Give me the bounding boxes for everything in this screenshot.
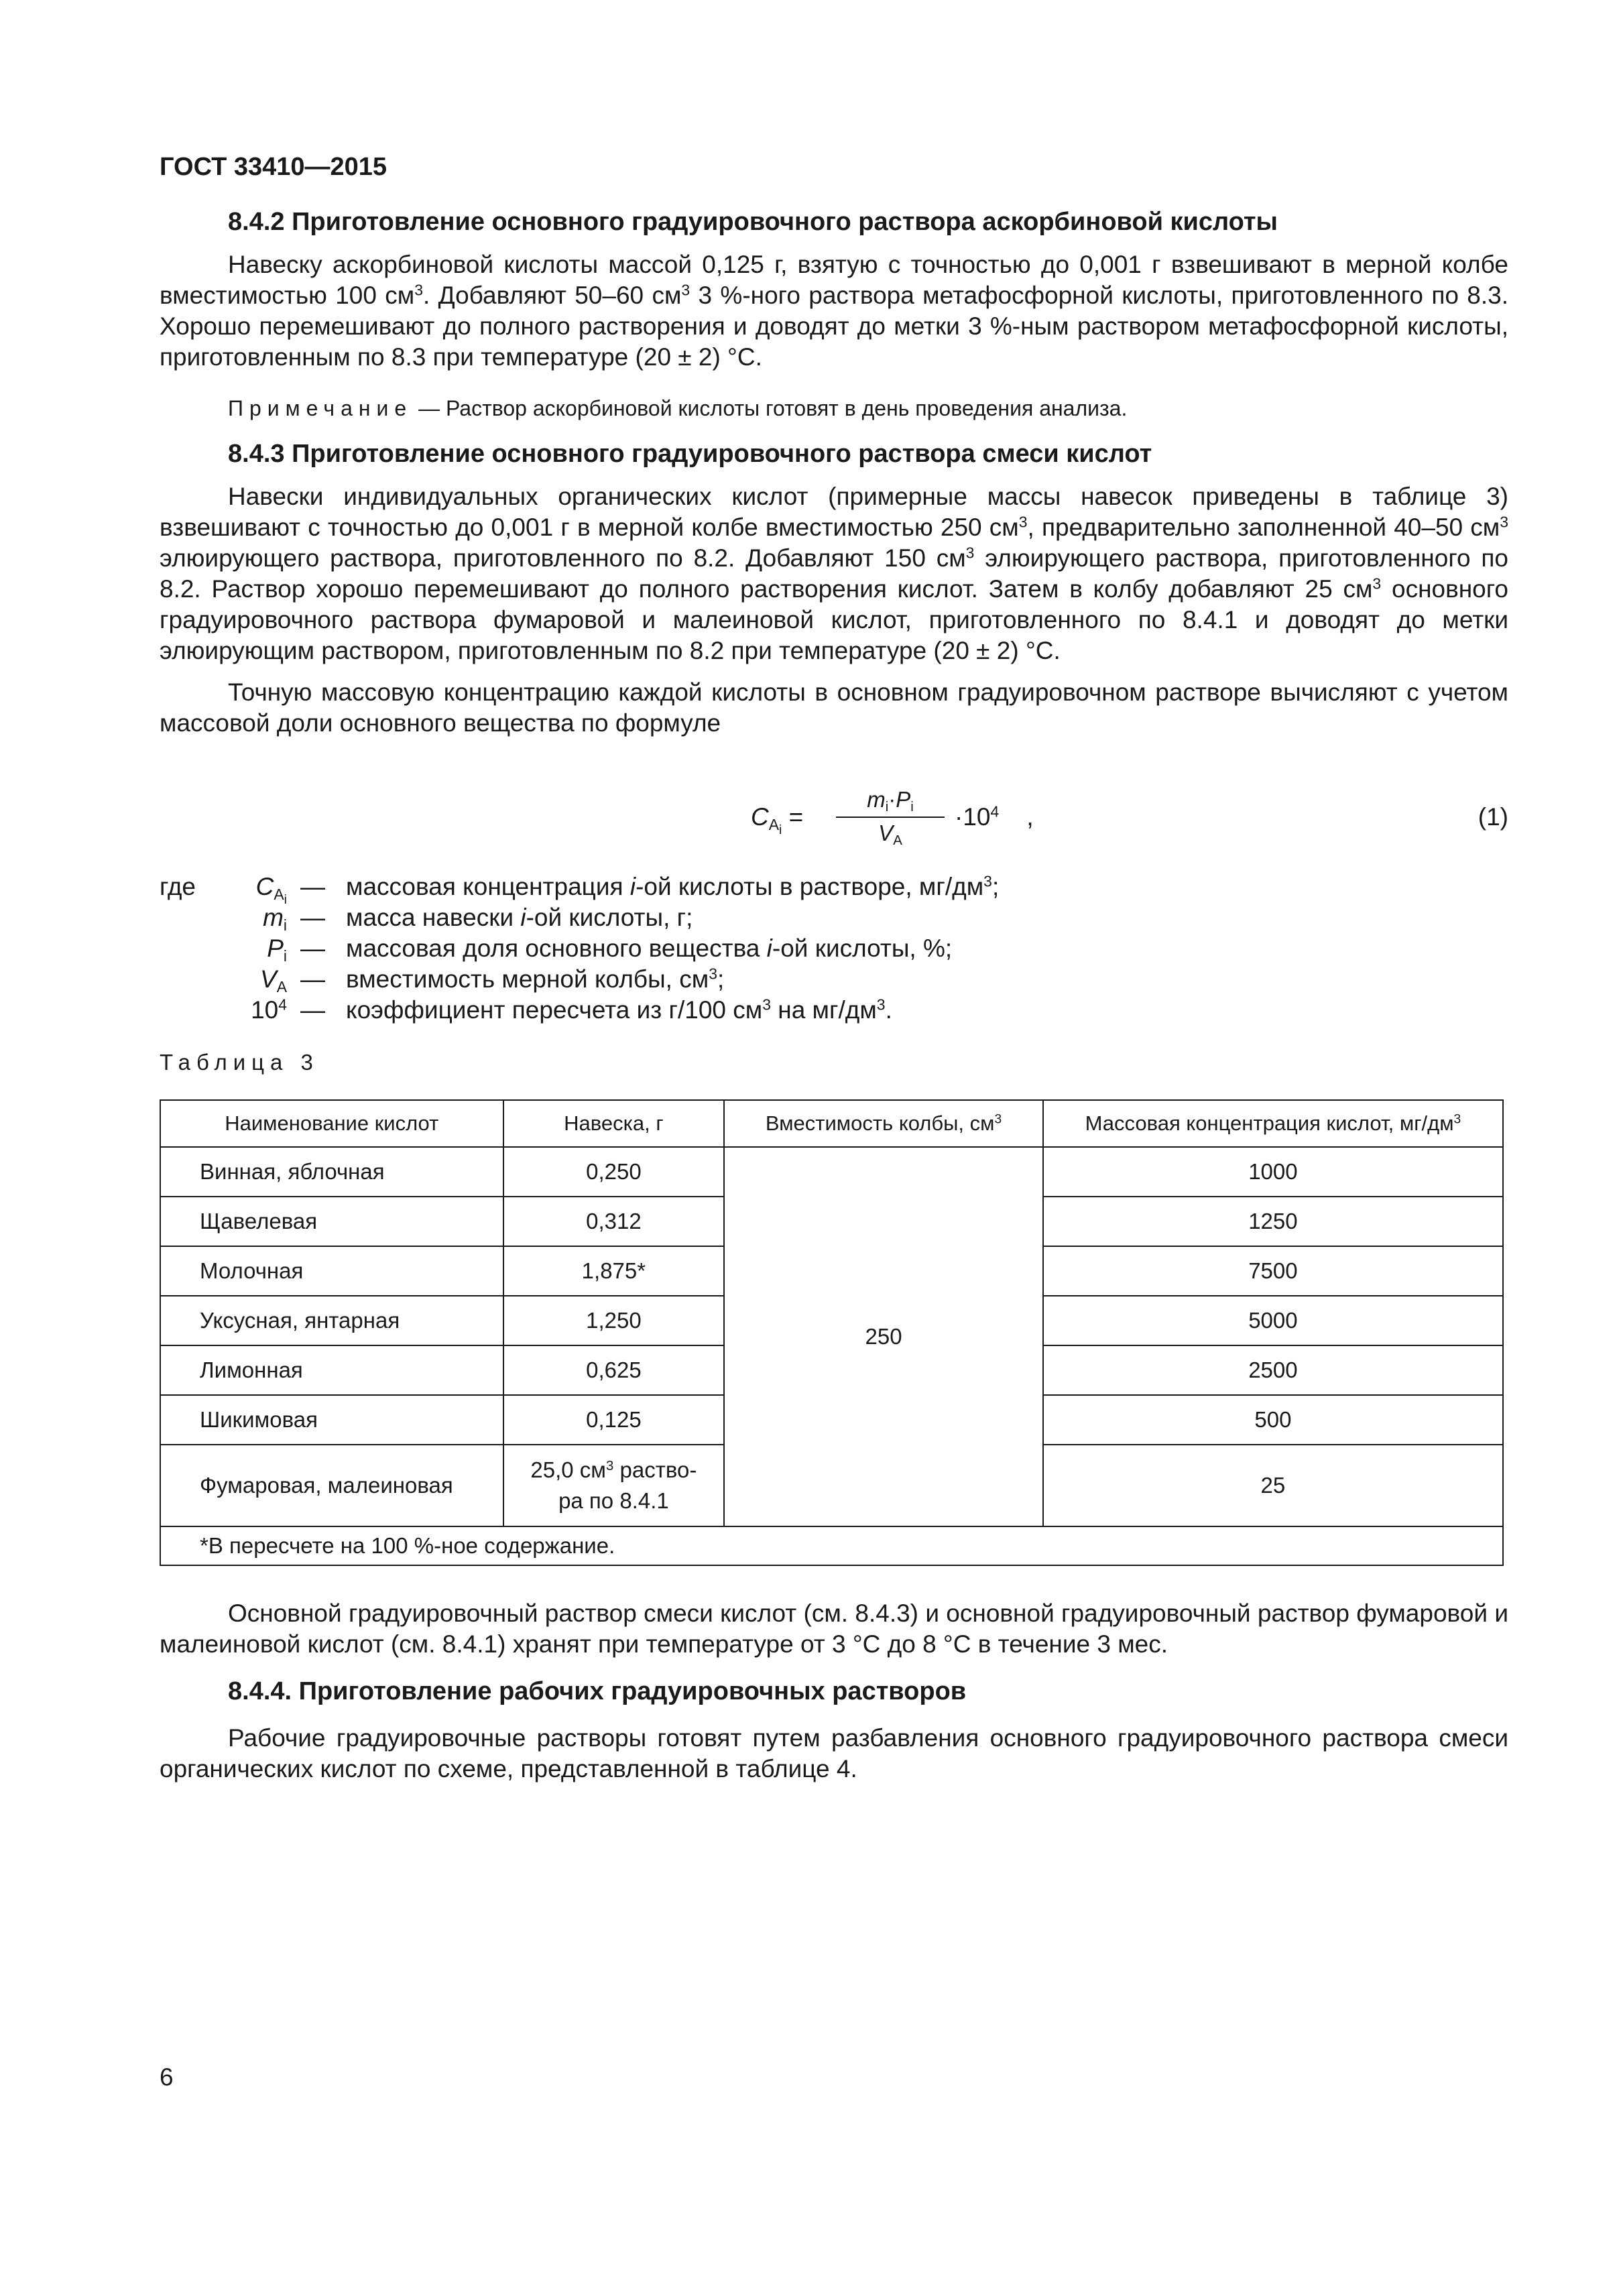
acid-concentration: 25 [1043, 1445, 1503, 1526]
flask-volume: 250 [724, 1147, 1043, 1526]
header-mass: Навеска, г [503, 1100, 725, 1147]
acid-name: Фумаровая, малеиновая [160, 1445, 503, 1526]
acid-mass: 0,250 [503, 1147, 725, 1197]
acid-mass: 0,125 [503, 1395, 725, 1445]
section-8-4-2-paragraph: Навеску аскорбиновой кислоты массой 0,125 г, взятую с точностью до 0,001 г взвешивают в мерной колбе вместимостью 100 $см^3$. Добавляют 50–60 $см^3$ 3 %-ного раствора метафосфорной кислоты, приготовленного по 8.3. Хорошо перемешивают до полного растворения и доводят до метки 3 %-ным раствором метафосфорной кислоты, приготовленным по 8.3 при температуре (20 ± 2) °С. [160, 251, 1509, 371]
section-8-4-4-title: 8.4.4. Приготовление рабочих градуировочных растворов [228, 1677, 967, 1705]
table-header-row [160, 1100, 1503, 1147]
formula-numerator: $m_i\cdot P_i$ [867, 787, 914, 815]
formula-number: (1) [1478, 803, 1508, 831]
section-8-4-3-paragraph: Навески индивидуальных органических кислот (примерные массы навесок приведены в таблице 3) взвешивают с точностью до 0,001 г в мерной колбе вместимостью 250 $см^3$, предварительно заполненной 40–50 $см^3$ элюирующего раствора, приготовленного по 8.2. Добавляют 150 $см^3$ элюирующего раствора, приготовленного по 8.2. Раствор хорошо перемешивают до полного растворения кислот. Затем в колбу добавляют 25 $см^3$ основного градуировочного раствора фумаровой и малеиновой кислот, приготовленного по 8.4.1 и доводят до метки элюирующим раствором, приготовленным по 8.2 при температуре (20 ± 2) °С. [160, 483, 1509, 664]
acid-mass: 1,250 [503, 1296, 725, 1345]
acid-mass: 25,0 $см^3$ раство- ра по 8.4.1 [503, 1445, 725, 1526]
acid-concentration: 1000 [1043, 1147, 1503, 1197]
acid-concentration: 1250 [1043, 1197, 1503, 1246]
header-volume: Вместимость колбы, $см^3$ [724, 1100, 1043, 1147]
table-row [160, 1147, 1503, 1197]
acid-name: Молочная [160, 1246, 503, 1296]
section-8-4-3-title: 8.4.3 Приготовление основного градуировочного раствора смеси кислот [228, 440, 1152, 468]
formula-lhs: $C_{A_i}$ = [751, 803, 804, 837]
note-8-4-2: Примечание — Раствор аскорбиновой кислоты готовят в день проведения анализа. [228, 396, 1128, 420]
section-8-4-4-paragraph: Рабочие градуировочные растворы готовят путем разбавления основного градуировочного раствора смеси органических кислот по схеме, представленной в таблице 4. [160, 1724, 1508, 1783]
section-8-4-2-title: 8.4.2 Приготовление основного градуировочного раствора аскорбиновой кислоты [228, 208, 1278, 236]
acid-name: Шикимовая [160, 1395, 503, 1445]
formula-fraction [827, 784, 954, 849]
document-page: ГОСТ 33410—2015 8.4.2 Приготовление основного градуировочного раствора аскорбиновой кислоты Навеску аскорбиновой кислоты массой 0,125 г, взятую с точностью до 0,001 г взвешивают в мерной колбе вместимостью 100 $см^3$. Добавляют 50–60 $см^3$ 3 %-ного раствора метафосфорной кислоты, приготовленного по 8.3. Хорошо перемешивают до полного растворения и доводят до метки 3 %-ным раствором метафосфорной кислоты, приготовленным по 8.3 при температуре (20 ± 2) °С. Примечание — Раствор аскорбиновой кислоты готовят в день проведения анализа. 8.4.3 Приготовление основного градуировочного раствора смеси кислот Навески индивидуальных органических кислот (примерные массы навесок приведены в таблице 3) взвешивают с точностью до 0,001 г в мерной колбе вместимостью 250 $см^3$, предварительно заполненной 40–50 $см^3$ элюирующего раствора, приготовленного по 8.2. Добавляют 150 $см^3$ элюирующего раствора, приготовленного по 8.2. Раствор хорошо перемешивают до полного растворения кислот. Затем в колбу добавляют 25 $см^3$ основного градуировочного раствора фумаровой и малеиновой кислот, приготовленного по 8.4.1 и доводят до метки элюирующим раствором, приготовленным по 8.2 при температуре (20 ± 2) °С. Точную массовую концентрацию каждой кислоты в основном градуировочном растворе вычисляют с учетом массовой доли основного вещества по формуле $C_{A_i}$ = $m_i\cdot P_i$ $V_A$ $\cdot 10^4$ , (1) где $C_{A_i}$ — массовая концентрация i-ой кислоты в растворе, $мг/дм^3$; $m_i$ — масса навески i-ой кислоты, г; $P_i$ — массовая доля основного вещества i-ой кислоты, %; $V_A$ — вместимость мерной колбы, $см^3$; $10^4$ — коэффициент пересчета из г/100 $см^3$ на $мг/дм^3$. Таблица 3 Наименование кислот Навеска, г Вместимость колбы, $см^3$ Массовая концентрация кислот, $мг/дм^3$ Винная, яблочная 0,250 250 1000 Щавелевая 0,312 1250 Молочная 1,875* 7500 Уксусная, янтарная 1,250 5000 Лимонная 0,625 2500 Шикимовая 0,125 500 Фумаровая, малеиновая 25,0 $см^3$ раство- ра по 8.4.1 25 *В пересчете на 100 %-ное содержание. Основной градуировочный раствор смеси кислот (см. 8.4.3) и основной градуировочный раствор фумаровой и малеиновой кислот (см. 8.4.1) хранят при температуре от 3 °С до 8 °С в течение 3 мес. 8.4.4. Приготовление рабочих градуировочных растворов Рабочие градуировочные растворы готовят путем разбавления основного градуировочного раствора смеси органических кислот по схеме, представленной в таблице 4. 6 [0, 0, 1623, 2296]
acid-name: Уксусная, янтарная [160, 1296, 503, 1345]
acid-mass: 0,312 [503, 1197, 725, 1246]
section-8-4-3-paragraph-2: Точную массовую концентрацию каждой кислоты в основном градуировочном растворе вычисляют с учетом массовой доли основного вещества по формуле [160, 678, 1508, 737]
acid-concentration: 2500 [1043, 1345, 1503, 1395]
acid-concentration: 7500 [1043, 1246, 1503, 1296]
formula-multiplier: $\cdot 10^4$ , [955, 802, 1034, 831]
acid-mass: 1,875* [503, 1246, 725, 1296]
table-3 [160, 1099, 1504, 1566]
formula-denominator: $V_A$ [878, 821, 902, 849]
acid-name: Щавелевая [160, 1197, 503, 1246]
acid-concentration: 500 [1043, 1395, 1503, 1445]
table-caption: Таблица 3 [160, 1050, 319, 1075]
acid-concentration: 5000 [1043, 1296, 1503, 1345]
header-acid-name: Наименование кислот [160, 1100, 503, 1147]
acid-name: Винная, яблочная [160, 1147, 503, 1197]
table-footnote: *В пересчете на 100 %-ное содержание. [160, 1526, 1503, 1565]
table-footnote-row [160, 1526, 1503, 1565]
header-concentration: Массовая концентрация кислот, $мг/дм^3$ [1043, 1100, 1503, 1147]
standard-header: ГОСТ 33410—2015 [160, 153, 387, 181]
acid-mass: 0,625 [503, 1345, 725, 1395]
legend-where: где [160, 873, 196, 900]
formula-1 [751, 784, 1508, 858]
acid-name: Лимонная [160, 1345, 503, 1395]
storage-paragraph: Основной градуировочный раствор смеси кислот (см. 8.4.3) и основной градуировочный раствор фумаровой и малеиновой кислот (см. 8.4.1) хранят при температуре от 3 °С до 8 °С в течение 3 мес. [160, 1599, 1508, 1658]
page-number: 6 [160, 2063, 174, 2091]
note-label: Примечание [228, 396, 413, 420]
